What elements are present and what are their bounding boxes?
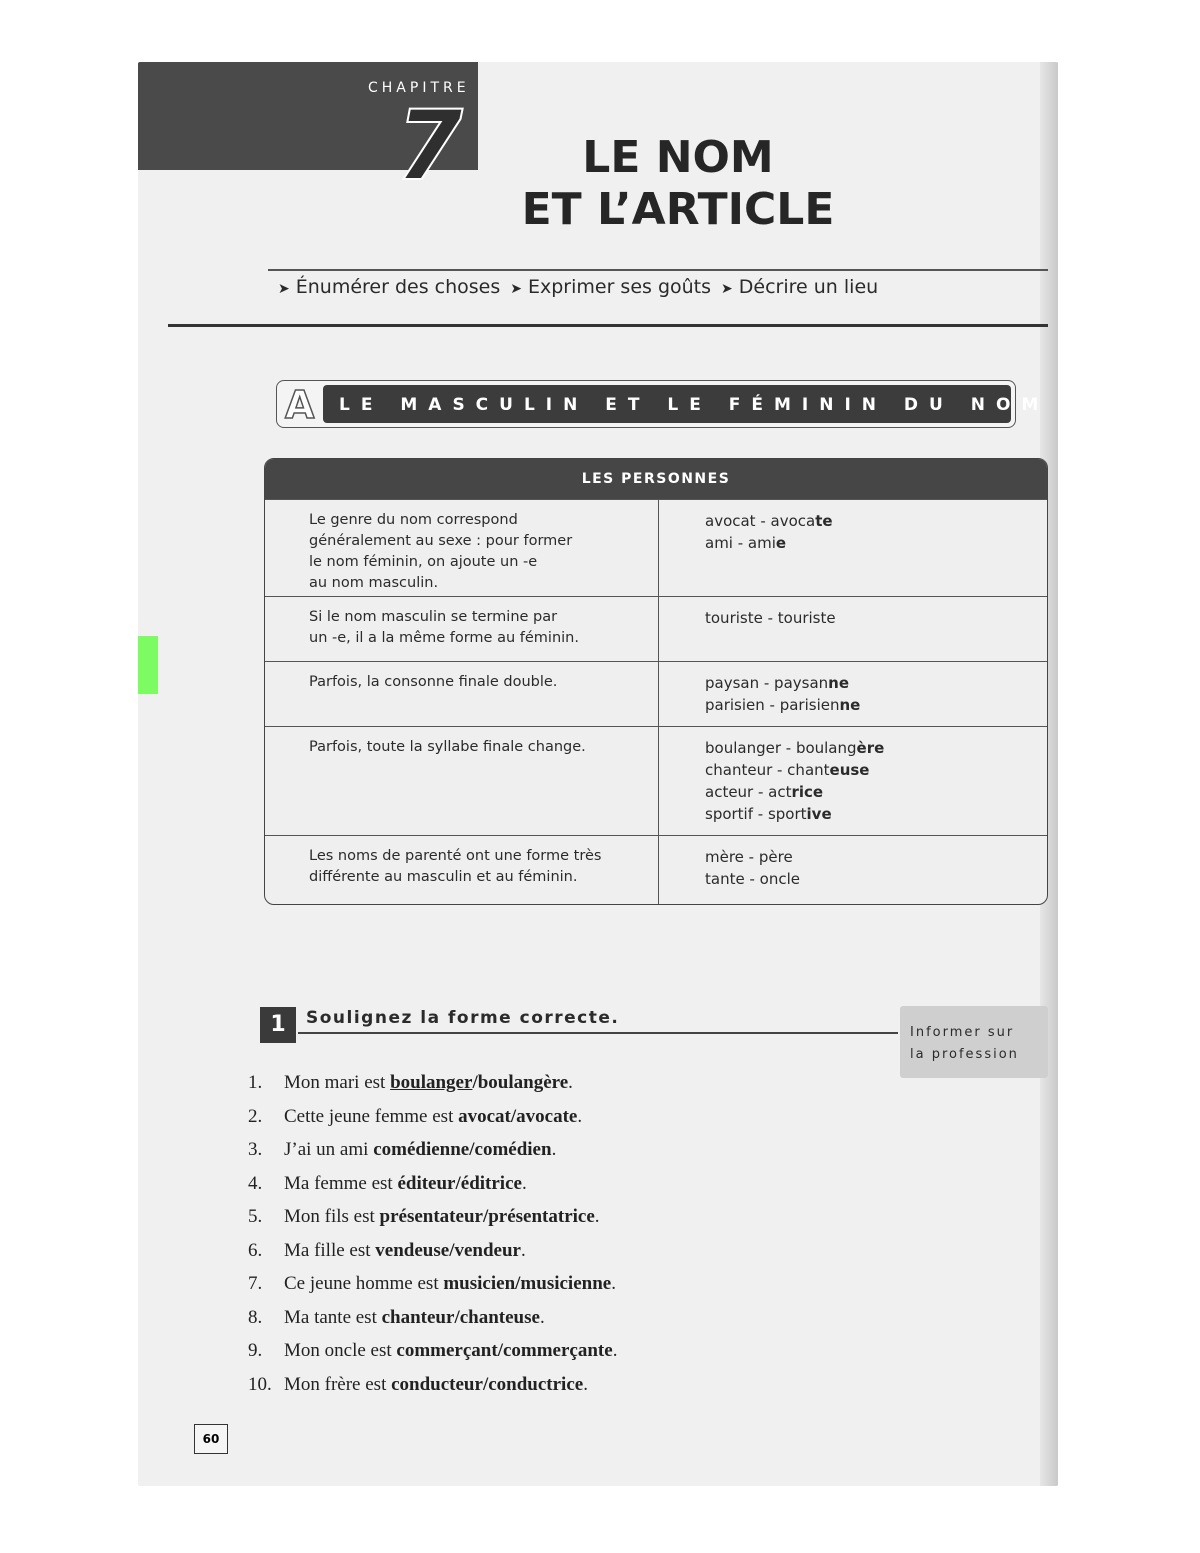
exercise-item: 8. Ma tante est chanteur/chanteuse. bbox=[248, 1306, 545, 1328]
example-line: ami - amie bbox=[705, 534, 787, 552]
answer-option[interactable]: avocat/avocate bbox=[458, 1105, 578, 1127]
rule-cell: Le genre du nom correspond généralement au sexe : pour former le nom féminin, on ajoute un -e au nom masculin. bbox=[265, 500, 659, 596]
example-line: paysan - paysanne bbox=[705, 674, 850, 692]
table-row bbox=[265, 661, 1047, 726]
exercise-number: 1 bbox=[260, 1007, 296, 1043]
example-line: sportif - sportive bbox=[705, 805, 832, 823]
section-banner bbox=[276, 380, 1050, 428]
answer-option[interactable]: vendeuse/vendeur bbox=[375, 1239, 521, 1261]
examples-cell bbox=[659, 727, 1047, 835]
examples-cell bbox=[659, 836, 1047, 904]
chapter-label: CHAPITRE bbox=[368, 80, 470, 96]
answer-option[interactable]: conducteur/conductrice bbox=[391, 1373, 584, 1395]
title-line-1: LE NOM bbox=[582, 132, 774, 183]
objective-item bbox=[510, 276, 711, 298]
answer-option[interactable]: commerçant/commerçante bbox=[396, 1340, 613, 1361]
section-title: LE MASCULIN ET LE FÉMININ DU NOM bbox=[339, 395, 1050, 415]
answer-option[interactable]: musicien/musicienne bbox=[443, 1273, 612, 1294]
examples-cell bbox=[659, 662, 1047, 726]
exercise-item: 5. Mon fils est présentateur/présentatrice. bbox=[248, 1206, 600, 1227]
objectives bbox=[278, 276, 878, 298]
book-page bbox=[138, 62, 1058, 1486]
objective-text: Décrire un lieu bbox=[738, 276, 879, 298]
arrow-icon: ➤ bbox=[278, 281, 290, 297]
examples-cell bbox=[659, 597, 1047, 661]
exercise-item: 6. Ma fille est vendeuse/vendeur. bbox=[248, 1239, 526, 1261]
side-tag-text: Informer sur la profession bbox=[910, 1025, 1019, 1062]
rule-cell: Parfois, toute la syllabe finale change. bbox=[265, 727, 659, 835]
example-line: chanteur - chanteuse bbox=[705, 761, 870, 779]
objective-text: Énumérer des choses bbox=[295, 276, 501, 298]
divider bbox=[298, 1032, 898, 1034]
answer-option[interactable]: chanteur/chanteuse bbox=[381, 1306, 540, 1328]
table-row bbox=[265, 499, 1047, 596]
arrow-icon: ➤ bbox=[721, 281, 733, 297]
page-number: 60 bbox=[194, 1424, 228, 1454]
section-bar bbox=[323, 385, 1050, 423]
objective-text: Exprimer ses goûts bbox=[527, 276, 712, 298]
answer-option[interactable]: comédienne/comédien bbox=[373, 1139, 552, 1160]
rule-cell: Les noms de parenté ont une forme très différente au masculin et au féminin. bbox=[265, 836, 659, 904]
objective-item bbox=[278, 276, 500, 298]
exercise-item: 4. Ma femme est éditeur/éditrice. bbox=[248, 1172, 527, 1194]
rule-cell: Parfois, la consonne finale double. bbox=[265, 662, 659, 726]
title-line-2: ET L’ARTICLE bbox=[521, 184, 835, 235]
arrow-icon: ➤ bbox=[510, 281, 522, 297]
exercise-item: 10. Mon frère est conducteur/conductrice. bbox=[248, 1373, 588, 1395]
table-row bbox=[265, 835, 1047, 904]
example-line: parisien - parisienne bbox=[705, 696, 861, 714]
example-line: acteur - actrice bbox=[705, 783, 824, 801]
answer-option[interactable]: présentateur/présentatrice bbox=[379, 1206, 595, 1227]
exercise-list bbox=[248, 1066, 617, 1401]
answer-option[interactable]: boulanger/boulangère bbox=[390, 1072, 569, 1093]
section-letter: A bbox=[285, 383, 315, 427]
page-title bbox=[498, 132, 858, 236]
example-line: mère - père bbox=[705, 848, 793, 866]
divider bbox=[168, 324, 1048, 327]
table-header: LES PERSONNES bbox=[265, 459, 1047, 499]
chapter-number: 7 bbox=[396, 90, 463, 202]
example-line: touriste - touriste bbox=[705, 609, 836, 627]
exercise-item: 1. Mon mari est boulanger/boulangère. bbox=[248, 1072, 573, 1093]
exercise-item: 2. Cette jeune femme est avocat/avocate. bbox=[248, 1105, 583, 1127]
side-tag bbox=[900, 1006, 1048, 1078]
grammar-table bbox=[264, 458, 1048, 905]
exercise-item: 9. Mon oncle est commerçant/commerçante. bbox=[248, 1340, 618, 1361]
exercise-item: 3. J’ai un ami comédienne/comédien. bbox=[248, 1139, 557, 1160]
exercise-item: 7. Ce jeune homme est musicien/musicienne. bbox=[248, 1273, 616, 1294]
objective-item bbox=[721, 276, 878, 298]
example-line: avocat - avocate bbox=[705, 512, 833, 530]
table-row bbox=[265, 726, 1047, 835]
rule-cell: Si le nom masculin se termine par un -e, il a la même forme au féminin. bbox=[265, 597, 659, 661]
table-row bbox=[265, 596, 1047, 661]
example-line: boulanger - boulangère bbox=[705, 739, 885, 757]
examples-cell bbox=[659, 500, 1047, 596]
highlight-tab bbox=[138, 636, 158, 694]
exercise-instruction: Soulignez la forme correcte. bbox=[306, 1008, 620, 1028]
divider bbox=[268, 269, 1048, 271]
answer-option[interactable]: éditeur/éditrice bbox=[397, 1172, 522, 1194]
example-line: tante - oncle bbox=[705, 870, 800, 888]
